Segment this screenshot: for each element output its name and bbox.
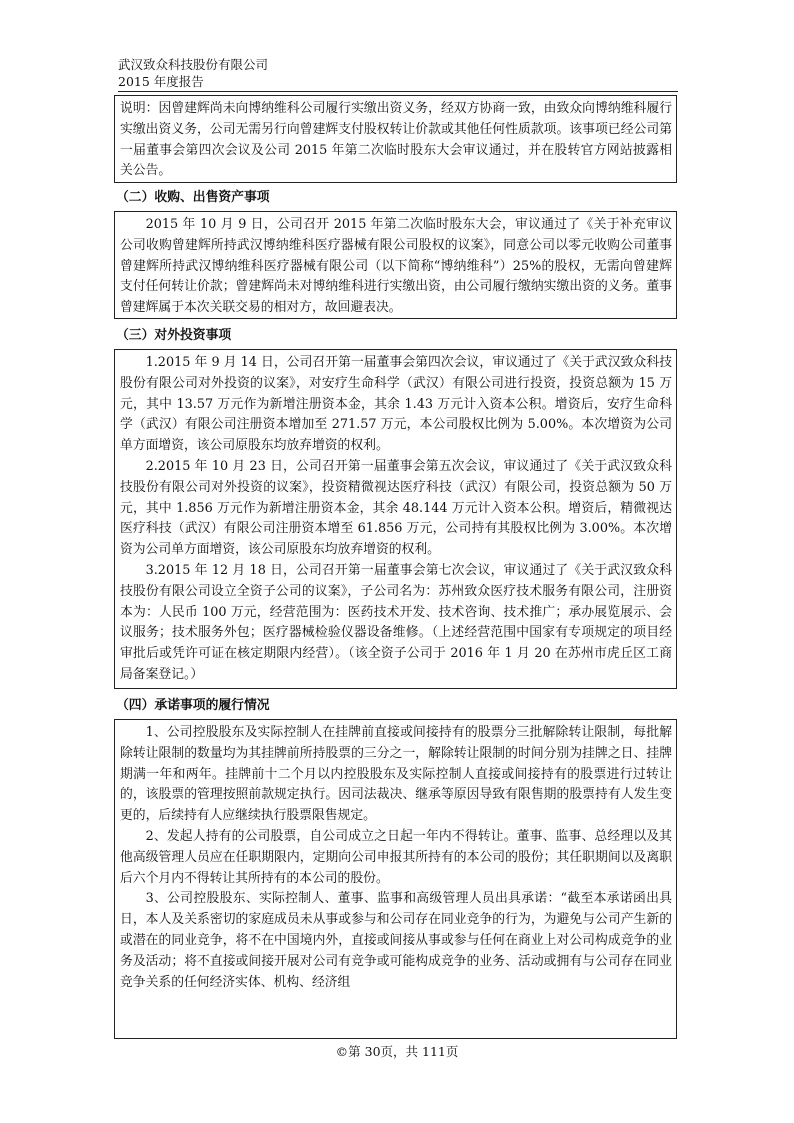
note-box [114, 95, 677, 183]
investment-paragraph: 1.2015 年 9 月 14 日，公司召开第一届董事会第四次会议，审议通过了《关于武汉致众科技股份有限公司对外投资的议案》，对安疗生命科学（武汉）有限公司进行投资，投资总额为 15 万元，其中 13.57 万元作为新增注册资本金，其余 1.43 万元计入资本公积。增资后，安疗生命科学（武汉）有限公司注册资本增加至 271.57 万元，本公司股权比例为 5.00%。本次增资为公司单方面增资，该公司原股东均放弃增资的权利。 [120, 355, 672, 454]
section-title-external-investment: （三）对外投资事项 [116, 328, 232, 343]
commitment-paragraph: 2、发起人持有的公司股票，自公司成立之日起一年内不得转让。董事、监事、总经理以及其他高级管理人员应在任职期限内，定期向公司申报其所持有的本公司的股份；其任职期间以及离职后六个月内不得转让其所持有的本公司的股份。 [120, 828, 672, 886]
section-title-commitments: （四）承诺事项的履行情况 [116, 698, 270, 713]
external-investment-box [114, 349, 677, 689]
note-text: 说明：因曾建辉尚未向博纳维科公司履行实缴出资义务，经双方协商一致，由致众向博纳维科履行实缴出资义务，公司无需另行向曾建辉支付股权转让价款或其他任何性质款项。该事项已经公司第一届董事会第四次会议及公司 2015 年第二次临时股东大会审议通过，并在股转官方网站披露相关公告。 [120, 101, 672, 179]
page-header [118, 56, 678, 90]
commitments-box [114, 719, 677, 1039]
commitment-paragraph: 3、公司控股股东、实际控制人、董事、监事和高级管理人员出具承诺：“截至本承诺函出具日，本人及关系密切的家庭成员未从事或参与和公司存在同业竞争的行为，为避免与公司产生新的或潜在的同业竞争，将不在中国境内外，直接或间接从事或参与任何在商业上对公司构成竞争的业务及活动；将不直接或间接开展对公司有竞争或可能构成竞争的业务、活动或拥有与公司存在同业竞争关系的任何经济实体、机构、经济组 [120, 891, 672, 990]
asset-transactions-text: 2015 年 10 月 9 日，公司召开 2015 年第二次临时股东大会，审议通过了《关于补充审议公司收购曾建辉所持武汉博纳维科医疗器械有限公司股权的议案》，同意公司以零元收购公司董事曾建辉所持武汉博纳维科医疗器械有限公司（以下简称“博纳维科”）25%的股权，无需向曾建辉支付任何转让价款；曾建辉尚未对博纳维科进行实缴出资，由公司履行缴纳实缴出资的义务。董事曾建辉属于本次关联交易的相对方，故回避表决。 [120, 217, 672, 316]
section-title-asset-transactions: （二）收购、出售资产事项 [116, 190, 270, 205]
commitment-paragraph: 1、公司控股股东及实际控制人在挂牌前直接或间接持有的股票分三批解除转让限制，每批解除转让限制的数量均为其挂牌前所持股票的三分之一，解除转让限制的时间分别为挂牌之日、挂牌期满一年和两年。挂牌前十二个月以内控股股东及实际控制人直接或间接持有的股票进行过转让的，该股票的管理按照前款规定执行。因司法裁决、继承等原因导致有限售期的股票持有人发生变更的，后续持有人应继续执行股票限售规定。 [120, 725, 672, 824]
company-name: 武汉致众科技股份有限公司 [118, 57, 269, 72]
page-number: ©第 30页，共 111页 [335, 1044, 459, 1059]
investment-paragraph: 3.2015 年 12 月 18 日，公司召开第一届董事会第七次会议，审议通过了《关于武汉致众科技股份有限公司设立全资子公司的议案》，子公司名为：苏州致众医疗技术服务有限公司，注册资本为：人民币 100 万元，经营范围为：医药技术开发、技术咨询、技术推广；承办展览展示、会议服务；技术服务外包；医疗器械检验仪器设备维修。（上述经营范围中国家有专项规定的项目经审批后或凭许可证在核定期限内经营）。（该全资子公司于 2016 年 1 月 20 在苏州市虎丘区工商局备案登记。） [120, 562, 672, 682]
header-divider [118, 91, 678, 92]
report-title: 2015 年度报告 [118, 74, 204, 89]
asset-transactions-box [114, 211, 677, 319]
investment-paragraph: 2.2015 年 10 月 23 日，公司召开第一届董事会第五次会议，审议通过了《关于武汉致众科技股份有限公司对外投资的议案》，投资精微视达医疗科技（武汉）有限公司，投资总额为 50 万元，其中 1.856 万元作为新增注册资本金，其余 48.144 万元计入资本公积。增资后，精微视达医疗科技（武汉）有限公司注册资本增至 61.856 万元，公司持有其股权比例为 3.00%。本次增资为公司单方面增资，该公司原股东均放弃增资的权利。 [120, 458, 672, 558]
